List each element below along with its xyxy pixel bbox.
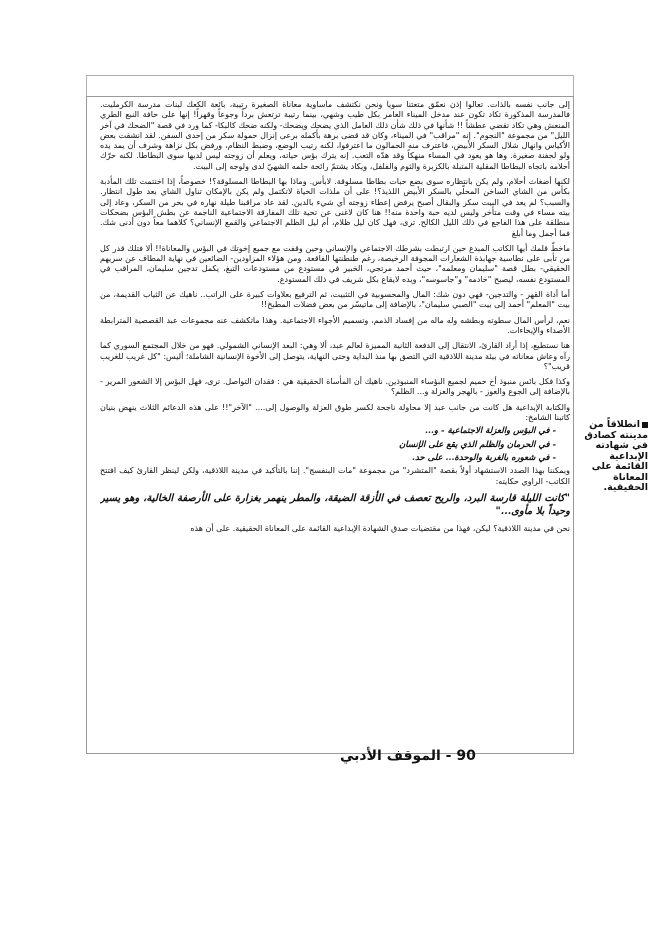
paragraph-final: نحن في مدينة اللاذقية؟ ليكن، فهذا من مقتضيات صدق الشهادة الإبداعية القائمة على المعاناة الحقيقية. على أن هذه [190,523,570,533]
journal-name: الموقف الأدبي [340,748,441,764]
page-number: 90 [456,748,476,764]
poem-line: - في البؤس والعزلة الاجتماعية - و... [425,426,556,437]
paragraph-2: لكنها أضغاث أحلام، ولم يكن بانتظاره سوى بضع حبات بطاطا مسلوقة. لابأس. وماذا بها البطاطا المسلوقة؟! خصوصاً، إذا اختتمت تلك المأدبة بكأس من الشاي الساخن المحلّي بالسكر الأبيض اللذيذ؟! على أن ملذات الحياة لاتكتمل ولم يكن بالإمكان تناول الشاي بعد طول انتظار. والسبب؟ لم يعد في البيت سكر والبقال أصبح يرفض إعطاء زوجته أي شيء بالدين. لقد عاد مراقبنا طيلة نهاره في بحر من السكر، وعاد إلى بيته مساء في وقت متأخر وليس لديه حبة واحدة منه!! هنا كان لاغنى عن تحية تلك المفارقة الاجتماعية الناجمة عن بطش البؤس بضحكات منطلقة على هذا الفاجع في ذلك الليل الكالح. ترى، فهل كان ليل ظلام، أم ليل الظلم الاجتماعي والقمع الإنساني؟ كلاهما معاً دون أدنى شك. فما أجمل وما أبلغ [100,177,570,238]
paragraph-6: هنا نستطيع، إذا أراد القارئ، الانتقال إلى الدفعة الثانية المميزة لعالم عبد، ألا وهي: البعد الإنساني الشمولي. فهو من خلال المجتمع السوري كما رآه وعاش معاناته في بيئة مدينة اللاذقية التي التصق بها منذ البداية وحتى النهاية، يتوصل إلى الأخوة الإنسانية الشاملة؛ أليس: "كل غريب للغريب قريب"؟ [100,341,570,371]
poem-line: - في شعوره بالغربة والوحدة... على حد. [411,452,556,463]
paragraph-1: إلى جانب نفسه بالذات. تعالوا إذن نعمّق متعتنا سوياً ونحن نكتشف مأساوية معاناة الصغيرة رتيبة، بائعة الكعك لبنات مدرسة الكرمليت. فالمدرسة المذكورة تكاد تكون عند مدخل الميناء العامر بكل طيب وشهي، بينما رتيبة ترتعش برداً وجوعاً وقهراً! إنها على حافة النبع الطري المنعش وهي تكاد تقضي عطشاً !! شأنها في ذلك شأن ذلك العامل الذي يضحك ويضحك- ولكنه ضحك كالبكا- كما ورد في قصة "الضحك في آخر الليل" من مجموعة "النجوم". إنه "مراقب" في الميناء، وكان قد قضى برهة بأكمله برعى إنزال حمولة سكر من إحدى السفن. لقد انشقت بعض الأكياس وانهال شلال السكر الأبيض، فاعترف منه الحمالون ما اعترفوا، لكنه رتيب الوضع، وضبط النظام، ورفض بكل نزاهة وشرف أن يمد يده ولو لحفنة صغيرة. وها هو يعود في المساء منهكاً وقد هدّه التعب. إنه يترك بؤس حياته، ويعلم أن زوجته ليس لديها سوى البطاطا. لكنه حرّك أحلامه باتجاه البطاطا المقلية المتبلة بالكزبرة والثوم والفلفل، ويكاد يشتمّ رائحة حلمه الشهيّ لدى ولوجه إلى البيت. [100,100,570,171]
paragraph-5: نعم، لرأس المال سطوته وبطشه وله ماله من إفساد الذمم، وتسميم الأجواء الاجتماعية. وهذا ماتكشف عنه مجموعات عبد القصصية المترابطة الأصداء والإيحاءات. [100,315,570,335]
article-body [100,100,570,755]
square-bullet-icon [642,422,648,428]
paragraph-3: ماخطّ قلمك أيها الكاتب المبدع حين ارتبطت بشرطك الاجتماعي والإنساني وحين وقفت مع جميع إخوتك في البؤس والمعاناة!! ألا فتلك قدر كل من تأبى على نطاسية جهابذة الشعارات المجوفة الرخيصة، رغم طنطنتها الفاقعة. ومن هؤلاء المزاودين- الضائعين في نهاية المطاف عن سريهم الحقيقي- بطل قصة "سليمان ومعلمه"، حيث أحمد مرتجي، الخبير في مستودع من مستودعات التبغ، يكمل تدجين سليمان، المراقب في المستودع نفسه، ليصبح "خادمه" و"جاسوسه"، ويده لايقاع بكل شريف في ذلك المستودع. [100,243,570,284]
story-quote: "كانت الليلة قارسة البرد، والريح تعصف في الأزقة الضيقة، والمطر ينهمر بغزارة على الأرصفة الخالية، وهو يسير وحيداً بلا مأوى..." [100,492,570,517]
page-top-border [86,75,574,97]
sidebar-pull-quote [584,420,648,494]
paragraph-9: ويمكننا بهذا الصدد الاستشهاد أولاً بقصة "المتشرد" من مجموعة "مات البنفسج". إننا بالتأكيد في مدينة اللاذقية، ولكن لينظر القارئ كيف افتتح الكاتب- الراوي حكايته: [100,466,570,486]
paragraph-4: أما أداة القهر - والتدجين- فهي دون شك: المال والمحسوبية في التثبيت، ثم الترفيع بعلاوات كبيرة على الراتب.. ناهيك عن الثياب القديمة، من بيت "المعلم" أحمد إلى بيت "الصبي سليمان"، بالإضافة إلى ماتيسّر من بعض فضلات المطبخ!! [100,290,570,310]
poem-line: - في الحرمان والظلم الذي يقع على الإنسان [399,439,556,450]
pull-quote-text: انطلاقاً من مدينته كصادق في شهادته الإبداعية القائمة على المعاناة الحقيقية. [584,419,648,493]
footer-separator: - [445,748,452,764]
paragraph-8: والكتابة الإبداعية هل كانت من جانب عبد إلا محاولة ناجحة لكسر طوق العزلة والوصول إلى.... "الآخر"!! على هذه الدعائم الثلاث ينهض بنيان كاتبنا الشامخ: [100,402,570,423]
page-footer [340,748,540,764]
paragraph-7: وكذا فكل بائس منبوذ أخ حميم لجميع البؤساء المنبوذين. ناهيك أن المأساة الحقيقية هي : فقدان التواصل. ترى، فهل البؤس إلا الشعور المرير - بالإضافة إلى الجوع والعوز - بالهجر والعزلة و... الظلم؟ [100,377,570,397]
